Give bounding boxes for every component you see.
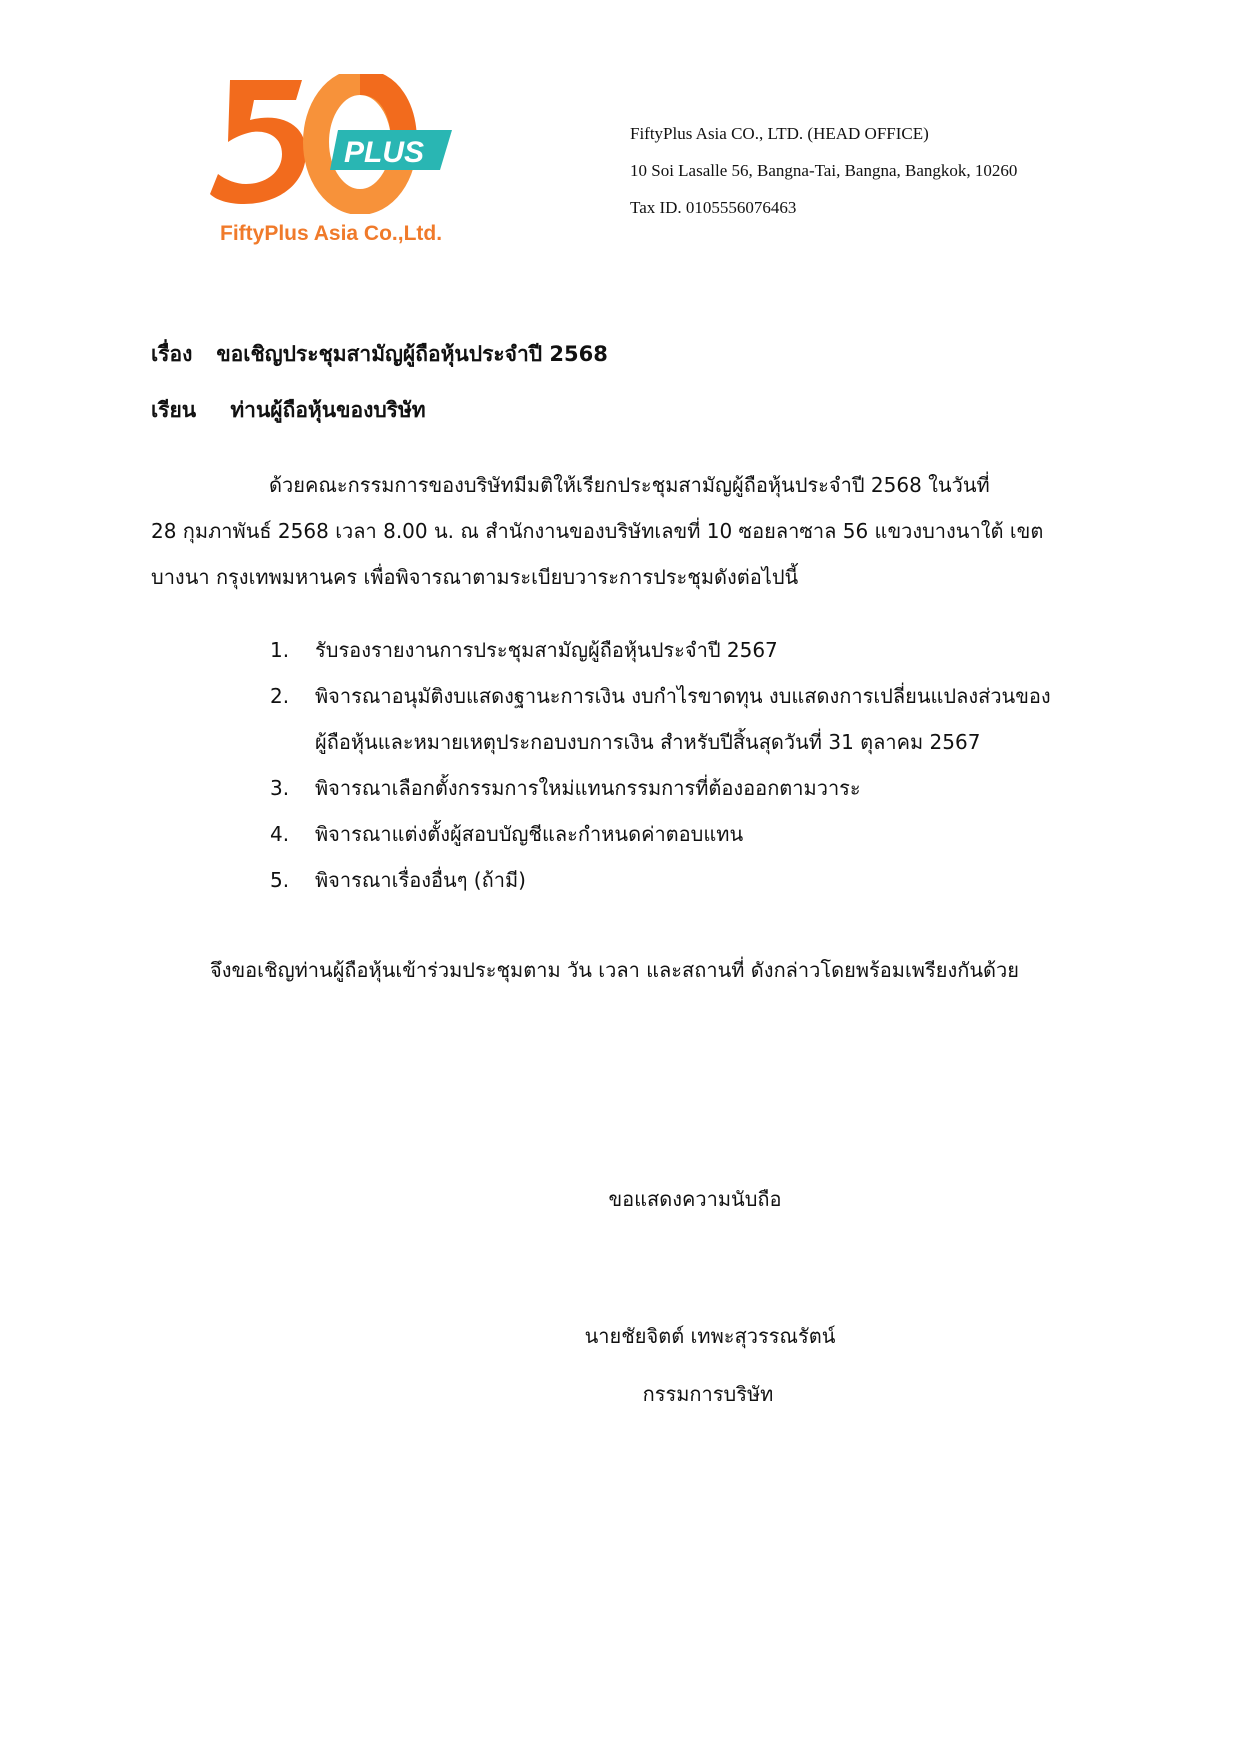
subject-label: เรื่อง [151,342,193,366]
logo-badge: PLUS [344,136,425,169]
logo-graphic [210,74,460,214]
agenda-text: พิจารณาแต่งตั้งผู้สอบบัญชีและกำหนดค่าตอบแทน [315,822,744,846]
agenda-item [270,673,1120,765]
intro-paragraph [151,462,1106,600]
recipient-line [151,394,426,427]
company-name: FiftyPlus Asia CO., LTD. (HEAD OFFICE) [630,124,929,143]
subject-line [151,338,608,371]
logo-caption: FiftyPlus Asia Co.,Ltd. [220,222,443,245]
agenda-item [270,811,1120,857]
closing-statement: จึงขอเชิญท่านผู้ถือหุ้นเข้าร่วมประชุมตาม วัน เวลา และสถานที่ ดังกล่าวโดยพร้อมเพรียงกันด้วย [210,958,1019,982]
subject-text: ขอเชิญประชุมสามัญผู้ถือหุ้นประจำปี 2568 [216,342,608,366]
agenda-item [270,765,1120,811]
agenda-number: 4. [270,822,290,846]
company-tax-id: Tax ID. 0105556076463 [630,198,797,217]
company-info [630,120,1190,231]
agenda-text: พิจารณาอนุมัติงบแสดงฐานะการเงิน งบกำไรขาดทุน งบแสดงการเปลี่ยนแปลงส่วนของ [315,684,1051,708]
recipient-text: ท่านผู้ถือหุ้นของบริษัท [230,398,426,422]
agenda-text: ผู้ถือหุ้นและหมายเหตุประกอบงบการเงิน สำหรับปีสิ้นสุดวันที่ 31 ตุลาคม 2567 [315,730,981,754]
recipient-label: เรียน [151,398,197,422]
agenda-item [270,627,1120,673]
agenda-text: รับรองรายงานการประชุมสามัญผู้ถือหุ้นประจำปี 2567 [315,638,778,662]
agenda-number: 2. [270,684,290,708]
signer-position: กรรมการบริษัท [642,1382,774,1406]
intro-line-2: 28 กุมภาพันธ์ 2568 เวลา 8.00 น. ณ สำนักงานของบริษัทเลขที่ 10 ซอยลาซาล 56 แขวงบางนาใต้ เขต [151,519,1044,543]
agenda-text: พิจารณาเลือกตั้งกรรมการใหม่แทนกรรมการที่ต้องออกตามวาระ [315,776,861,800]
agenda-item [270,857,1120,903]
signer-name: นายชัยจิตต์ เทพะสุวรรณรัตน์ [584,1324,836,1348]
agenda-number: 3. [270,776,290,800]
agenda-number: 1. [270,638,290,662]
company-logo [210,74,470,254]
agenda-list [270,627,1120,903]
intro-line-1: ด้วยคณะกรรมการของบริษัทมีมติให้เรียกประชุมสามัญผู้ถือหุ้นประจำปี 2568 ในวันที่ [269,473,990,497]
intro-line-3: บางนา กรุงเทพมหานคร เพื่อพิจารณาตามระเบียบวาระการประชุมดังต่อไปนี้ [151,565,799,589]
agenda-number: 5. [270,868,290,892]
regards-text: ขอแสดงความนับถือ [608,1187,782,1211]
agenda-text: พิจารณาเรื่องอื่นๆ (ถ้ามี) [315,868,526,892]
company-address: 10 Soi Lasalle 56, Bangna-Tai, Bangna, Bangkok, 10260 [630,161,1018,180]
